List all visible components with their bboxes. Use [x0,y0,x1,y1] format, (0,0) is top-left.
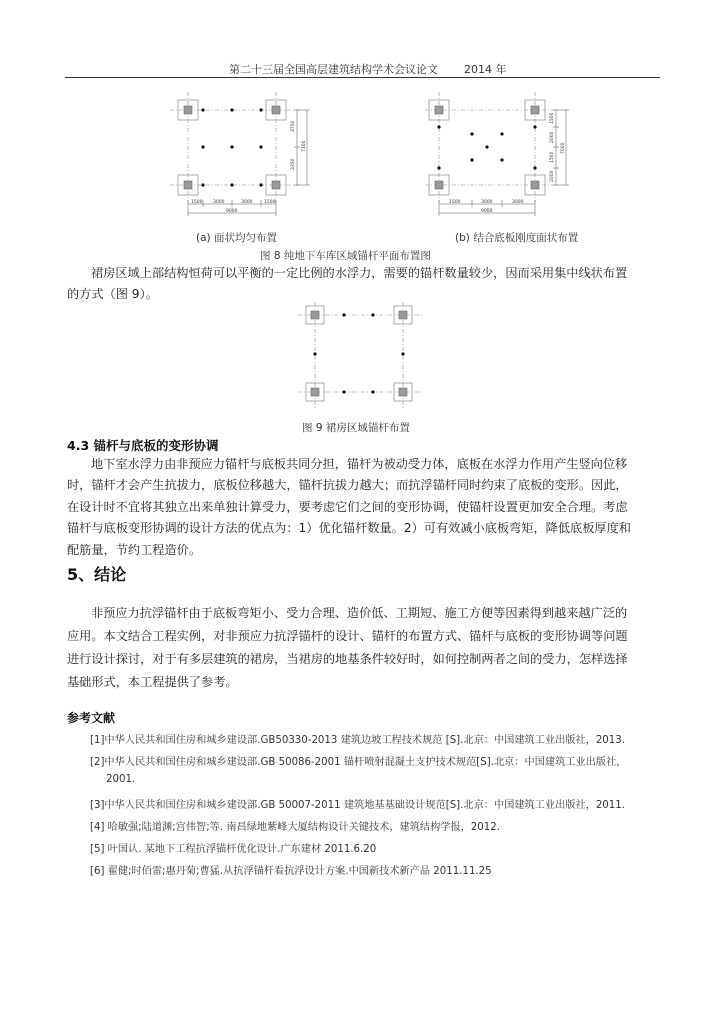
paragraph-line: 应用。本文结合工程实例，对非预应力抗浮锚杆的设计、锚杆的布置方式、锚杆与底板的变形协调等问题 [67,629,628,643]
section-5-heading: 5、结论 [67,565,127,584]
reference-item: [1]中华人民共和国住房和城乡建设部.GB50330-2013 建筑边坡工程技术规范 [S].北京：中国建筑工业出版社，2013. [90,735,625,746]
fig8a-dim-v-1: 3750 [291,120,296,132]
paragraph-line: 锚杆与底板变形协调的设计方法的优点为：1）优化锚杆数量。2）可有效减小底板弯矩，降低底板厚度和 [67,521,631,536]
figure-8b-caption: (b) 结合底板刚度面状布置 [455,232,579,244]
fig8b-dim-v-3: 1500 [550,151,555,163]
reference-item: [5] 叶国认. 某地下工程抗浮锚杆优化设计.广东建材 2011.6.20 [90,844,377,855]
paragraph-line: 非预应力抗浮锚杆由于底板弯矩小、受力合理、造价低、工期短、施工方便等因素得到越来越广泛的 [91,606,628,620]
paragraph-line: 地下室水浮力由非预应力锚杆与底板共同分担，锚杆为被动受力体，底板在水浮力作用产生竖向位移 [91,457,628,471]
reference-item: [3]中华人民共和国住房和城乡建设部.GB 50007-2011 建筑地基基础设计规范[S].北京：中国建筑工业出版社，2011. [90,800,625,811]
reference-item: [6] 翟健;时佰雷;惠丹菊;曹猛.从抗浮锚杆看抗浮设计方案.中国新技术新产品 2011.11.25 [90,866,492,877]
figure-8a-plan [170,92,320,222]
fig8a-dim-h-4: 1500 [264,200,276,205]
fig8b-dim-h-total: 9000 [481,209,493,214]
reference-item: [4] 哈敏强;陆道渊;宫伟智;等. 南昌绿地紫峰大厦结构设计关键技术，建筑结构学报，2012. [90,822,500,833]
figure-9-plan [296,300,426,415]
fig8a-dim-v-2: 3350 [291,158,296,170]
fig8b-dim-v-2: 2000 [550,131,555,143]
fig8a-dim-h-total: 9000 [226,209,238,214]
figure-9-caption: 图 9 裙房区域锚杆布置 [302,422,410,434]
paragraph-line: 的方式（图 9）。 [67,287,158,302]
fig8b-dim-v-4: 2000 [550,170,555,182]
paragraph-line: 裙房区域上部结构恒荷可以平衡的一定比例的水浮力，需要的锚杆数量较少，因而采用集中线状布置 [91,266,628,280]
fig8b-dim-h-3: 3000 [512,200,524,205]
fig8a-dim-h-2: 3000 [213,200,225,205]
header-title: 第二十三届全国高层建筑结构学术会议论文 [229,63,438,76]
header-year: 2014 年 [464,63,507,76]
section-4-3-heading: 4.3 锚杆与底板的变形协调 [67,438,219,453]
paragraph-line: 在设计时不宜将其独立出来单独计算受力，要考虑它们之间的变形协调，使锚杆设置更加安全合理。考虑 [67,499,628,514]
reference-item: [2]中华人民共和国住房和城乡建设部.GB 50086-2001 锚杆喷射混凝土支护技术规范[S].北京：中国建筑工业出版社， [90,757,627,768]
fig8b-dim-v-1: 1500 [550,112,555,124]
section-4-3-body [67,454,657,561]
references-heading: 参考文献 [67,711,116,725]
fig8a-dim-h-1: 1500 [191,200,203,205]
paragraph-line: 进行设计探讨，对于有多层建筑的裙房，当裙房的地基条件较好时，如何控制两者之间的受力，怎样选择 [67,652,628,666]
paragraph-line: 时，锚杆才会产生抗拔力，底板位移越大，锚杆抗拔力越大；而抗浮锚杆同时约束了底板的变形。因此， [67,478,628,493]
figure-8a-caption: (a) 面状均匀布置 [196,232,277,244]
section-5-body [67,602,657,694]
fig8a-dim-h-3: 3000 [241,200,253,205]
fig8a-dim-v-total: 7100 [302,140,307,152]
reference-item-continuation: 2001. [106,774,136,785]
figure-8-caption: 图 8 纯地下车库区域锚杆平面布置图 [260,250,431,262]
header-rule [65,77,660,78]
figure-8b-plan [425,92,580,222]
paragraph-line: 基础形式，本工程提供了参考。 [67,675,238,689]
running-header [229,61,507,77]
fig8b-dim-v-total: 7000 [561,142,566,154]
fig8b-dim-h-2: 3000 [481,200,493,205]
paragraph-line: 配筋量，节约工程造价。 [67,542,202,557]
fig8b-dim-h-1: 1500 [449,200,461,205]
